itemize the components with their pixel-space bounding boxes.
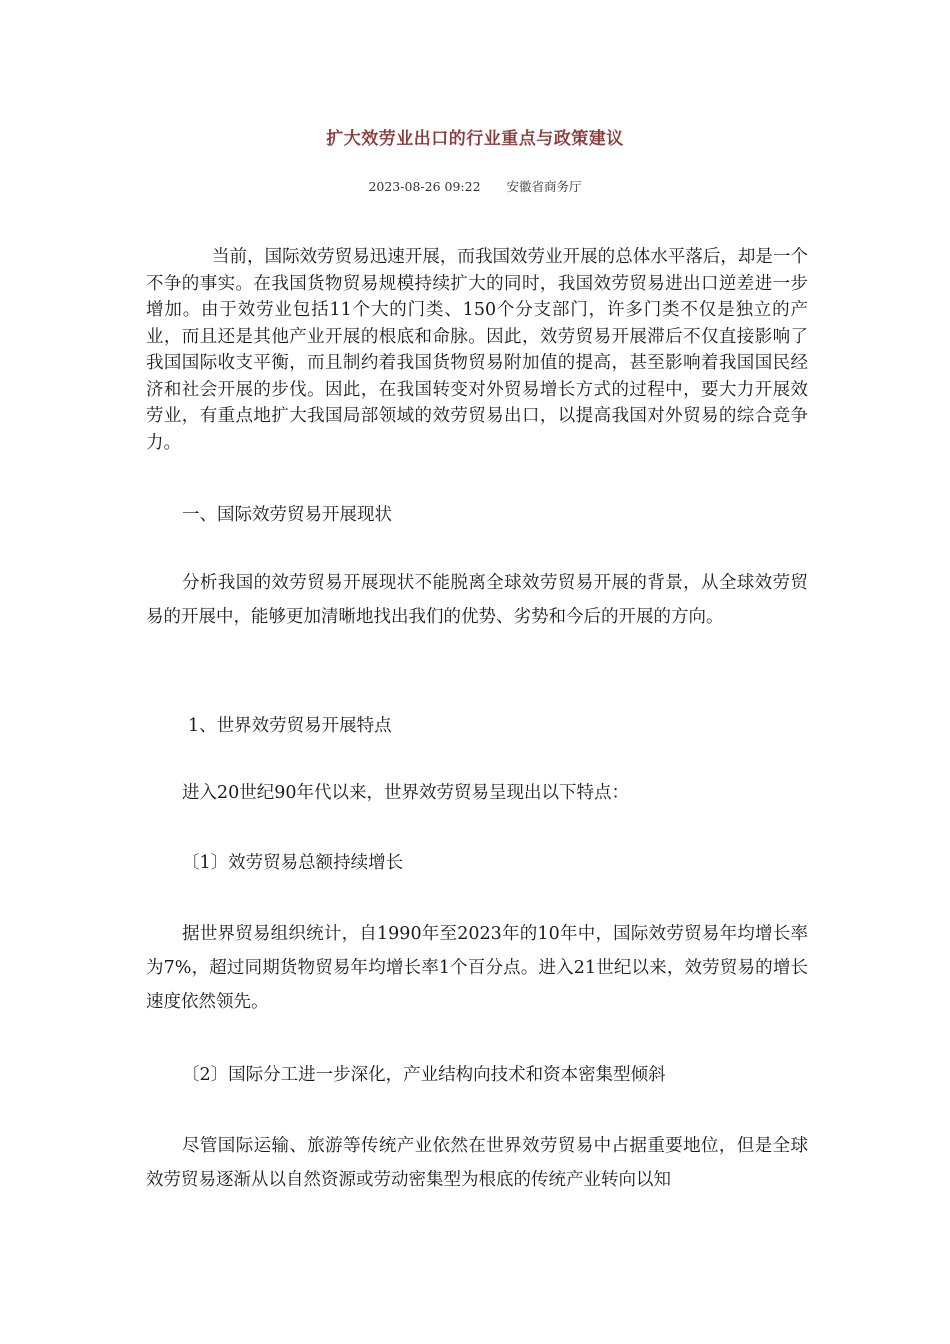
subsection-intro: 进入20世纪90年代以来，世界效劳贸易呈现出以下特点： bbox=[182, 783, 630, 803]
section-1-paragraph: 分析我国的效劳贸易开展现状不能脱离全球效劳贸易开展的背景，从全球效劳贸易的开展中，能够更加清晰地找出我们的优势、劣势和今后的开展的方向。 bbox=[146, 573, 808, 627]
section-heading-1: 一、国际效劳贸易开展现状 bbox=[182, 505, 392, 525]
document-title: 扩大效劳业出口的行业重点与政策建议 bbox=[326, 129, 624, 149]
point-heading-1: 〔1〕效劳贸易总额持续增长 bbox=[182, 853, 404, 873]
point-heading-2: 〔2〕国际分工进一步深化，产业结构向技术和资本密集型倾斜 bbox=[182, 1065, 666, 1085]
publish-source: 安徽省商务厅 bbox=[506, 179, 582, 194]
intro-paragraph: 当前，国际效劳贸易迅速开展，而我国效劳业开展的总体水平落后，却是一个不争的事实。在我国货物贸易规模持续扩大的同时，我国效劳贸易进出口逆差进一步增加。由于效劳业包括11个大的门类、150个分支部门，许多门类不仅是独立的产业，而且还是其他产业开展的根底和命脉。因此，效劳贸易开展滞后不仅直接影响了我国国际收支平衡，而且制约着我国货物贸易附加值的提高，甚至影响着我国国民经济和社会开展的步伐。因此，在我国转变对外贸易增长方式的过程中，要大力开展效劳业，有重点地扩大我国局部领域的效劳贸易出口，以提高我国对外贸易的综合竞争力。 bbox=[146, 247, 808, 453]
point-1-paragraph: 据世界贸易组织统计，自1990年至2023年的10年中，国际效劳贸易年均增长率为7%，超过同期货物贸易年均增长率1个百分点。进入21世纪以来，效劳贸易的增长速度依然领先。 bbox=[146, 924, 808, 1012]
document-meta bbox=[0, 177, 950, 195]
subsection-heading-1: 1、世界效劳贸易开展特点 bbox=[188, 716, 392, 736]
publish-date: 2023-08-26 09:22 bbox=[368, 179, 481, 194]
point-2-paragraph: 尽管国际运输、旅游等传统产业依然在世界效劳贸易中占据重要地位，但是全球效劳贸易逐渐从以自然资源或劳动密集型为根底的传统产业转向以知 bbox=[146, 1136, 808, 1190]
